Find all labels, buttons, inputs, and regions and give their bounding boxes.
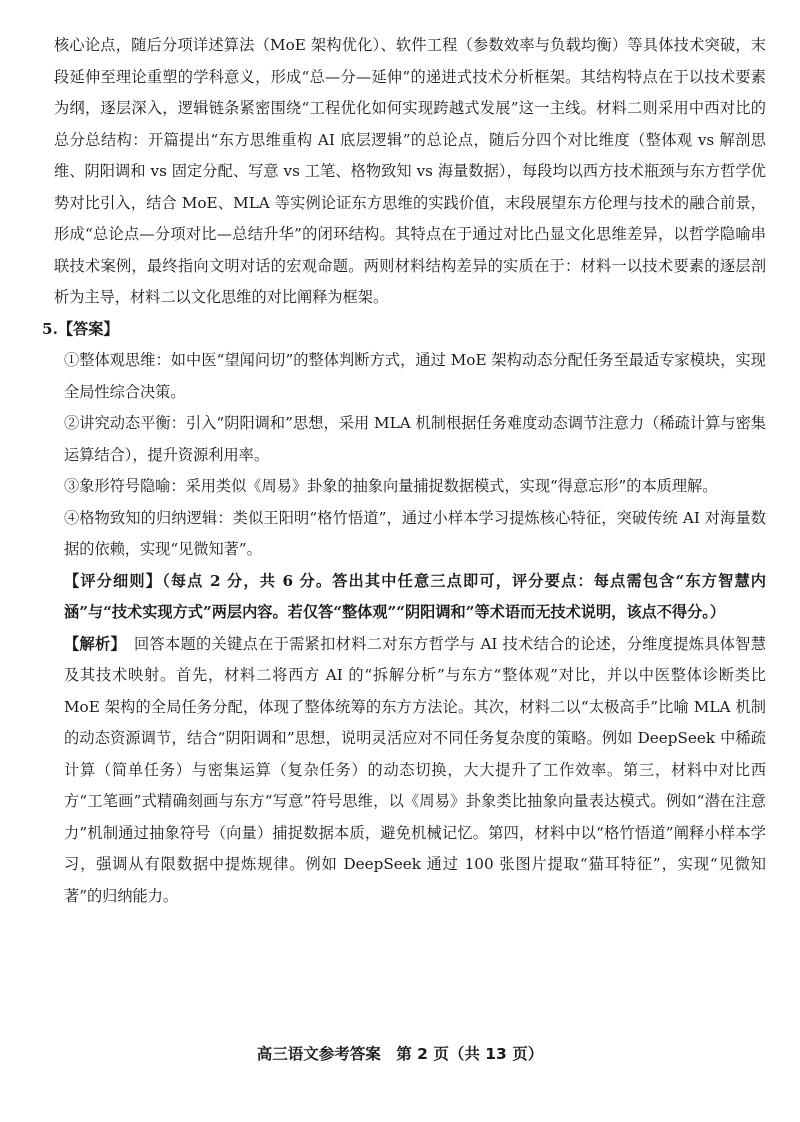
answer-point-1: ①整体观思维：如中医“望闻问切”的整体判断方式，通过 MoE 架构动态分配任务至最适专家模块，实现全局性综合决策。 [64, 351, 766, 401]
analysis-paragraph [54, 629, 766, 913]
question-5-block [42, 314, 767, 913]
answer-tag: 【答案】 [57, 319, 119, 338]
scoring-rules: 【评分细则】（每点 2 分，共 6 分。答出其中任意三点即可，评分要点：每点需包含“东方智慧内涵”与“技术实现方式”两层内容。若仅答“整体观”“阴阳调和”等术语而无技术说明，该点不得分。） [64, 571, 766, 621]
answer-point-4: ④格物致知的归纳逻辑：类似王阳明“格竹悟道”，通过小样本学习提炼核心特征，突破传统 AI 对海量数据的依赖，实现“见微知著”。 [64, 508, 766, 558]
page-footer: 高三语文参考答案 第 2 页（共 13 页） [256, 1045, 544, 1063]
analysis-text: 回答本题的关键点在于需紧扣材料二对东方哲学与 AI 技术结合的论述，分维度提炼具体智慧及其技术映射。首先，材料二将西方 AI 的“拆解分析”与东方“整体观”对比，并以中医整体诊断类比 MoE 架构的全局任务分配，体现了整体统筹的东方方法论。其次，材料二以“太极高手”比喻 MLA 机制的动态资源调节，结合“阴阳调和”思想，说明灵活应对不同任务复杂度的策略。例如 DeepSeek 中稀疏计算（简单任务）与密集运算（复杂任务）的动态切换，大大提升了工作效率。第三，材料中对比西方“工笔画”式精确刻画与东方“写意”符号思维，以《周易》卦象类比抽象向量表达模式。例如“潜在注意力”机制通过抽象符号（向量）捕捉数据本质，避免机械记忆。第四，材料中以“格竹悟道”阐释小样本学习，强调从有限数据中提炼规律。例如 DeepSeek 通过 100 张图片提取“猫耳特征”，实现“见微知著”的归纳能力。 [64, 634, 767, 905]
analysis-tag: 【解析】 [64, 634, 119, 653]
question-number: 5. [42, 319, 58, 338]
intro-paragraph: 核心论点，随后分项详述算法（MoE 架构优化）、软件工程（参数效率与负载均衡）等具体技术突破，末段延伸至理论重塑的学科意义，形成“总—分—延伸”的递进式技术分析框架。其结构特点在于以技术要素为纲，逐层深入，逻辑链条紧密围绕“工程优化如何实现跨越式发展”这一主线。材料二则采用中西对比的总分总结构：开篇提出“东方思维重构 AI 底层逻辑”的总论点，随后分四个对比维度（整体观 vs 解剖思维、阴阳调和 vs 固定分配、写意 vs 工笔、格物致知 vs 海量数据），每段均以西方技术瓶颈与东方哲学优势对比引入，结合 MoE、MLA 等实例论证东方思维的实践价值，末段展望东方伦理与技术的融合前景，形成“总论点—分项对比—总结升华”的闭环结构。其特点在于通过对比凸显文化思维差异，以哲学隐喻串联技术案例，最终指向文明对话的宏观命题。两则材料结构差异的实质在于：材料一以技术要素的逐层剖析为主导，材料二以文化思维的对比阐释为框架。 [54, 36, 766, 306]
answer-point-2: ②讲究动态平衡：引入“阴阳调和”思想，采用 MLA 机制根据任务难度动态调节注意力（稀疏计算与密集运算结合），提升资源利用率。 [64, 414, 766, 464]
answer-point-3: ③象形符号隐喻：采用类似《周易》卦象的抽象向量捕捉数据模式，实现“得意忘形”的本质理解。 [64, 477, 718, 495]
page-content [42, 30, 767, 912]
